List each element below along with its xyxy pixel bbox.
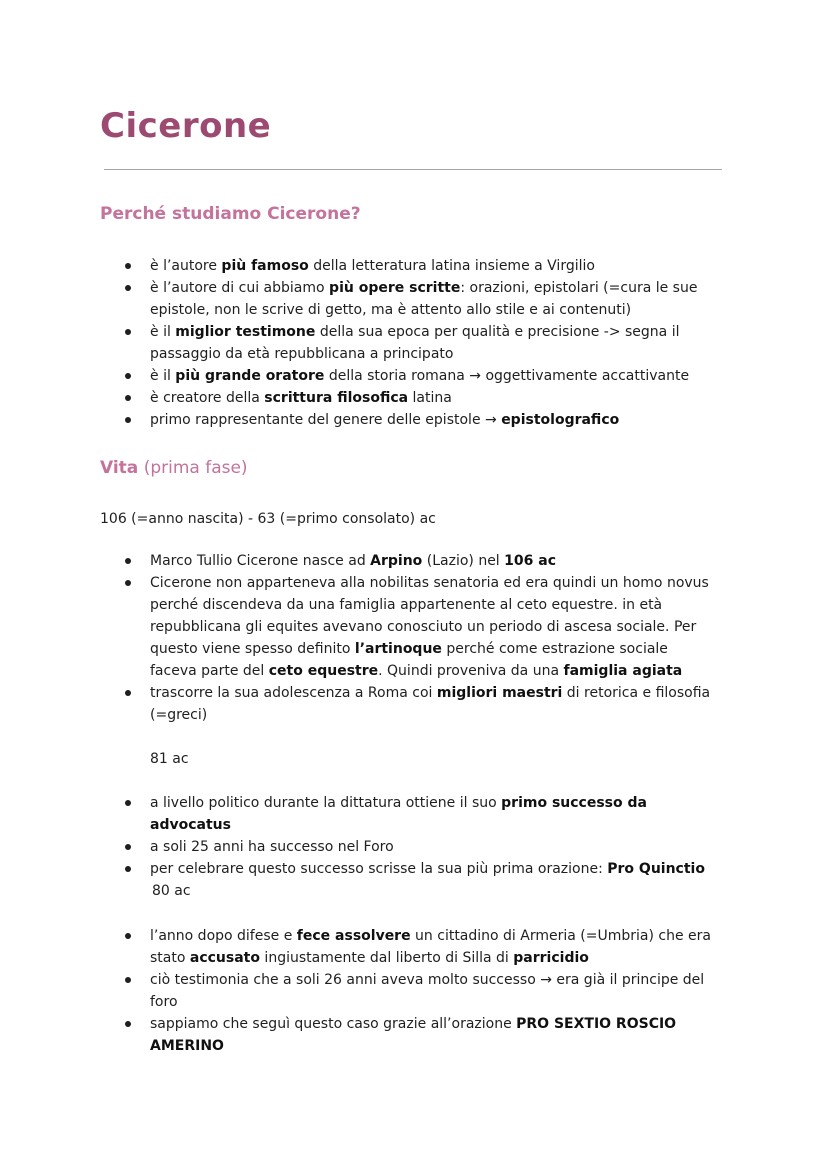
text: latina (408, 390, 452, 406)
why-study-list (122, 255, 712, 431)
bullet-icon (125, 690, 131, 696)
bullet-icon (125, 1021, 131, 1027)
text: Marco Tullio Cicerone nasce ad (150, 553, 371, 569)
bullet-icon (125, 844, 131, 850)
section-heading-why-study: Perché studiamo Cicerone? (100, 204, 361, 224)
bullet-icon (125, 800, 131, 806)
bullet-icon (125, 580, 131, 586)
list-item (122, 365, 712, 387)
bullet-icon (125, 866, 131, 872)
list-item (122, 1013, 712, 1057)
list-item (122, 277, 712, 321)
list-item (122, 255, 712, 277)
dates-line: 106 (=anno nascita) - 63 (=primo consolato) ac (100, 511, 436, 527)
text: : orazioni, epistolari (=cura le sue epistole, non le scrive di getto, ma è attento allo stile e ai contenuti) (150, 280, 698, 318)
vita-list-a (122, 550, 712, 726)
heading-vita-bold: Vita (100, 458, 139, 478)
text: a livello politico durante la dittatura ottiene il suo (150, 795, 502, 811)
bold-text: Arpino (370, 553, 423, 569)
bold-text: parricidio (513, 950, 589, 966)
page-title: Cicerone (100, 106, 272, 146)
bold-text: 106 ac (504, 553, 556, 569)
list-item (122, 858, 712, 880)
text: è l’autore di cui abbiamo (150, 280, 330, 296)
vita-list-c (122, 925, 712, 1057)
text: di retorica e filosofia (=greci) (150, 685, 711, 723)
horizontal-divider (104, 169, 722, 170)
text: perché come estrazione sociale faceva parte del (150, 641, 668, 679)
vita-list-b (122, 792, 712, 880)
bold-text: più grande oratore (175, 368, 325, 384)
text: della storia romana → oggettivamente accattivante (324, 368, 690, 384)
heading-vita-subtitle: (prima fase) (138, 458, 248, 478)
list-item (122, 969, 712, 1013)
year-label-80: 80 ac (152, 883, 191, 899)
bullet-icon (125, 933, 131, 939)
text: è il (150, 368, 176, 384)
text: un cittadino di Armeria (=Umbria) che era stato (150, 928, 711, 966)
bold-text: epistolografico (501, 412, 620, 428)
bold-text: ceto equestre (268, 663, 379, 679)
bullet-icon (125, 395, 131, 401)
bold-text: l’artinoque (354, 641, 442, 657)
text: trascorre la sua adolescenza a Roma coi (150, 685, 437, 701)
list-item (122, 836, 712, 858)
bullet-icon (125, 558, 131, 564)
list-item (122, 925, 712, 969)
text: (Lazio) nel (422, 553, 505, 569)
text: è il (150, 324, 176, 340)
bullet-icon (125, 263, 131, 269)
bold-text: miglior testimone (175, 324, 316, 340)
bullet-icon (125, 329, 131, 335)
bold-text: famiglia agiata (563, 663, 683, 679)
bold-text: scrittura filosofica (264, 390, 409, 406)
list-item (122, 387, 712, 409)
year-label-81: 81 ac (150, 751, 189, 767)
list-item (122, 792, 712, 836)
list-item (122, 682, 712, 726)
text: della sua epoca per qualità e precisione -> segna il passaggio da età repubblicana a principato (150, 324, 680, 362)
text: primo rappresentante del genere delle epistole → (150, 412, 502, 428)
list-item (122, 550, 712, 572)
bold-text: fece assolvere (296, 928, 411, 944)
bold-text: più opere scritte (329, 280, 461, 296)
bold-text: primo successo da advocatus (150, 795, 647, 833)
text: ingiustamente dal liberto di Silla di (259, 950, 514, 966)
bold-text: più famoso (221, 258, 309, 274)
text: l’anno dopo difese e (150, 928, 297, 944)
list-item (122, 409, 712, 431)
section-heading-vita (100, 456, 248, 480)
list-item (122, 572, 712, 682)
bullet-icon (125, 285, 131, 291)
bullet-icon (125, 417, 131, 423)
text: Cicerone non apparteneva alla nobilitas senatoria ed era quindi un homo novus perché discendeva da una famiglia appartenente al ceto equestre. in età repubblicana gli equites avevano conosciuto un periodo di ascesa sociale. Per questo viene spesso definito (150, 575, 709, 657)
text: della letteratura latina insieme a Virgilio (308, 258, 595, 274)
text: è creatore della (150, 390, 265, 406)
bold-text: Pro Quinctio (607, 861, 705, 877)
list-item (122, 321, 712, 365)
text: è l’autore (150, 258, 222, 274)
bold-text: migliori maestri (436, 685, 563, 701)
bullet-icon (125, 977, 131, 983)
bold-text: PRO SEXTIO ROSCIO AMERINO (150, 1016, 677, 1054)
text: sappiamo che seguì questo caso grazie all’orazione (150, 1016, 517, 1032)
text: per celebrare questo successo scrisse la sua più prima orazione: (150, 861, 608, 877)
bullet-icon (125, 373, 131, 379)
text: . Quindi proveniva da una (378, 663, 564, 679)
bold-text: accusato (189, 950, 260, 966)
text: ciò testimonia che a soli 26 anni aveva molto successo → era già il principe del foro (150, 972, 705, 1010)
text: a soli 25 anni ha successo nel Foro (150, 839, 394, 855)
